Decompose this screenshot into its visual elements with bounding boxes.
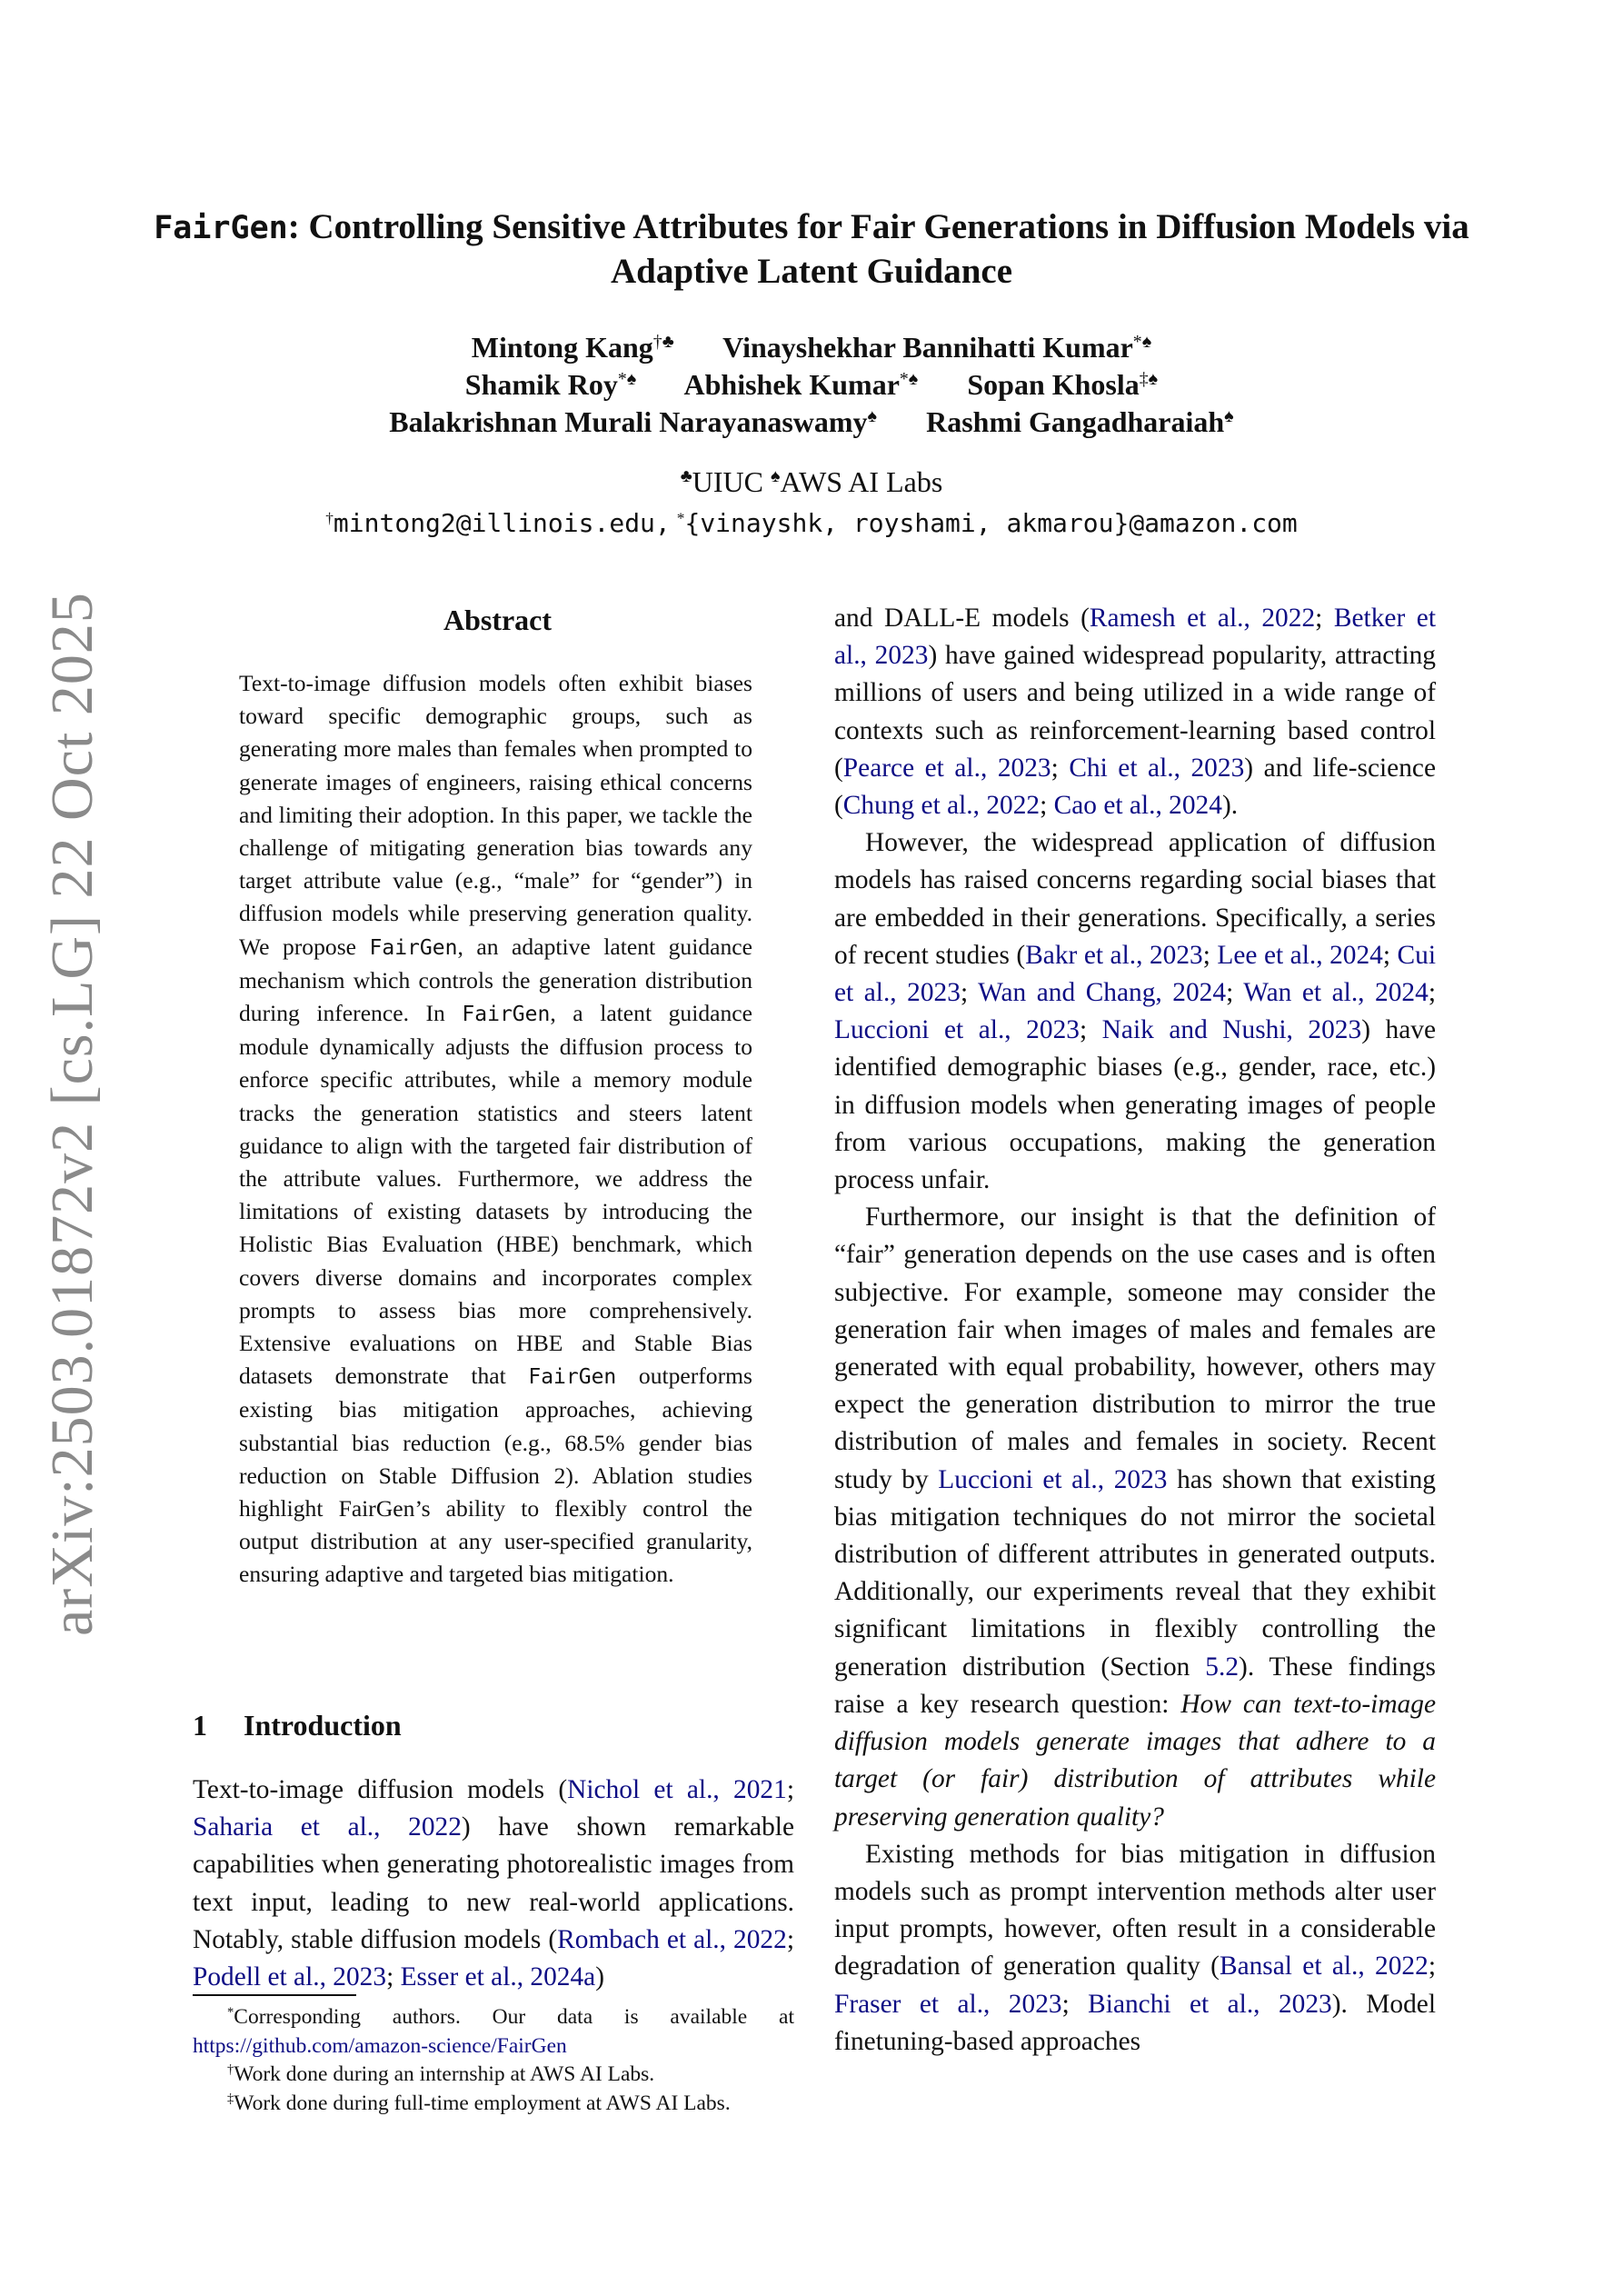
author-name: Balakrishnan Murali Narayanaswamy [389, 405, 868, 438]
title-text: : Controlling Sensitive Attributes for Fair Generations in Diffusion Models via Adaptive Latent Guidance [287, 207, 1469, 291]
right-column [834, 600, 1436, 2061]
body-text: ; [1079, 1015, 1102, 1045]
body-text: Text-to-image diffusion models ( [193, 1775, 568, 1804]
title-system-name: FairGen [154, 210, 288, 246]
citation-link[interactable]: Wan and Chang, 2024 [978, 978, 1227, 1008]
affiliations [136, 464, 1487, 500]
citation-link[interactable]: Betker et al., 2023 [834, 604, 1436, 671]
author-name: Shamik Roy [464, 368, 618, 401]
author-marks: *♠ [899, 369, 919, 390]
footnote-text: Work done during full-time employment at AWS AI Labs. [234, 2091, 731, 2115]
author-name: Sopan Khosla [967, 368, 1140, 401]
body-text: ; [1382, 940, 1398, 970]
author-marks: *♠ [1132, 332, 1152, 353]
author-row [136, 329, 1487, 366]
footnote [193, 2003, 794, 2061]
paragraph [834, 600, 1436, 824]
affiliation-name: AWS AI Labs [780, 465, 943, 498]
body-text: ). Model finetuning-based approaches [834, 1989, 1437, 2056]
body-text: has shown that existing bias mitigation techniques do not mirror the societal distribution of different attributes in generated outputs. Additionally, our experiments reveal that they exhibit significant limitations in flexibly controlling the generation distribution (Section [834, 1464, 1436, 1682]
body-text: ). [1221, 791, 1239, 821]
author-list [136, 329, 1487, 441]
system-name: FairGen [528, 1365, 617, 1390]
citation-link[interactable]: Bianchi et al., 2023 [1088, 1989, 1332, 2019]
footnote [193, 2061, 794, 2090]
author-row [136, 404, 1487, 441]
footnote [193, 2090, 794, 2119]
body-text: ; [960, 978, 979, 1008]
author-marks: ‡♠ [1139, 369, 1159, 390]
system-name: FairGen [462, 1003, 551, 1027]
body-text: ; [1040, 791, 1054, 821]
citation-link[interactable]: Naik and Nushi, 2023 [1101, 1015, 1362, 1045]
author-marks: ♠ [867, 406, 878, 427]
body-text: Furthermore, our insight is that the definition of “fair” generation depends on the use cases and is often subjective. For example, someone may consider the generation fair when images of males and females are generated with equal probability, however, others may expect the generation distribution to mirror the true distribution of males and females in society. Recent study by [834, 1203, 1436, 1494]
author-name: Rashmi Gangadharaiah [926, 405, 1225, 438]
email-address[interactable]: {vinayshk, royshami, akmarou}@amazon.com [684, 508, 1298, 538]
section-title: Introduction [244, 1709, 402, 1742]
section-number: 1 [193, 1709, 207, 1742]
citation-link[interactable]: Ramesh et al., 2022 [1089, 604, 1316, 633]
citation-link[interactable]: Rombach et al., 2022 [557, 1924, 787, 1954]
footnote-mark: * [227, 2005, 234, 2020]
citation-link[interactable]: Nichol et al., 2021 [567, 1775, 787, 1804]
spade-icon: ♠ [770, 466, 781, 487]
citation-link[interactable]: Cui et al., 2023 [834, 940, 1437, 1008]
author-emails [136, 505, 1487, 543]
body-text: ; [786, 1775, 794, 1804]
abstract-body [239, 667, 752, 1592]
research-question: How can text-to-image diffusion models generate images that adhere to a target (or fair) distribution of attributes while preserving generation quality? [834, 1689, 1436, 1832]
citation-link[interactable]: Luccioni et al., 2023 [834, 1015, 1080, 1045]
abstract-text: , an adaptive latent guidance mechanism which controls the generation distribution during inference. In [239, 933, 752, 1027]
body-text: ; [786, 1924, 794, 1954]
citation-link[interactable]: Luccioni et al., 2023 [938, 1464, 1168, 1494]
citation-link[interactable]: Pearce et al., 2023 [842, 753, 1051, 783]
author-name: Vinayshekhar Bannihatti Kumar [722, 331, 1133, 364]
paragraph [834, 1836, 1436, 2061]
footnotes [193, 2003, 794, 2118]
citation-link[interactable]: Chi et al., 2023 [1069, 753, 1245, 783]
citation-link[interactable]: Saharia et al., 2022 [193, 1812, 462, 1842]
body-text: ; [1428, 978, 1436, 1008]
author-marks: ♠ [1224, 406, 1234, 427]
body-text: ; [1202, 940, 1218, 970]
paragraph [834, 824, 1436, 1199]
abstract-heading: Abstract [443, 604, 553, 636]
citation-link[interactable]: Chung et al., 2022 [842, 791, 1041, 821]
email-address[interactable]: mintong2@illinois.edu, [333, 508, 671, 538]
body-text: ). These findings raise a key research question: [834, 1652, 1436, 1719]
body-text: ; [1226, 978, 1244, 1008]
author-name: Mintong Kang [471, 331, 653, 364]
body-text: ) have shown remarkable capabilities when generating photorealistic images from text input, leading to new real-world applications. Notably, stable diffusion models ( [193, 1812, 794, 1954]
citation-link[interactable]: Podell et al., 2023 [193, 1962, 387, 1992]
abstract-text: outperforms existing bias mitigation approaches, achieving substantial bias reduction (e.g., 68.5% gender bias reduction on Stable Diffusion 2). Ablation studies highlight FairGen’s ability to flexibly control the output distribution at any user-specified granularity, ensuring adaptive and targeted bias mitigation. [239, 1363, 752, 1588]
abstract-text: Text-to-image diffusion models often exhibit biases toward specific demographic groups, such as generating more males than females when prompted to generate images of engineers, raising ethical concerns and limiting their adoption. In this paper, we tackle the challenge of mitigating generation bias towards any target attribute value (e.g., “male” for “gender”) in diffusion models while preserving generation quality. We propose [239, 670, 752, 960]
dagger-mark: † [325, 509, 334, 527]
body-text: ) have gained widespread popularity, attracting millions of users and being utilized in a wide range of contexts such as reinforcement-learning based control ( [834, 641, 1436, 783]
paragraph [834, 1199, 1436, 1835]
body-text: Existing methods for bias mitigation in diffusion models such as prompt intervention methods alter user input prompts, however, often result in a considerable degradation of generation quality ( [834, 1839, 1436, 1982]
author-row [136, 366, 1487, 404]
abstract-text: , a latent guidance module dynamically adjusts the diffusion process to enforce specific attributes, while a memory module tracks the generation statistics and steers latent guidance to align with the targeted fair distribution of the attribute values. Furthermore, we address the limitations of existing datasets by introducing the Holistic Bias Evaluation (HBE) benchmark, which covers diverse domains and incorporates complex prompts to assess bias more comprehensively. Extensive evaluations on HBE and Stable Bias datasets demonstrate that [239, 1000, 752, 1390]
paper-title [136, 205, 1487, 294]
body-text: However, the widespread application of diffusion models has raised concerns regarding social biases that are embedded in their generations. Specifically, a series of recent studies ( [834, 828, 1436, 970]
author-marks: †♣ [652, 332, 674, 353]
section-reference-link[interactable]: 5.2 [1205, 1652, 1240, 1682]
citation-link[interactable]: Lee et al., 2024 [1217, 940, 1383, 970]
body-text: ; [386, 1962, 401, 1992]
footnote-divider [193, 1994, 356, 1996]
author-name: Abhishek Kumar [683, 368, 900, 401]
arxiv-identifier: arXiv:2503.01872v2 [cs.LG] 22 Oct 2025 [39, 592, 105, 1636]
affiliation-name: UIUC [692, 465, 763, 498]
section-heading-introduction [193, 1709, 402, 1742]
asterisk-mark: * [676, 509, 685, 527]
body-text: ; [1061, 1989, 1089, 2019]
body-text: and DALL-E models ( [834, 604, 1090, 633]
citation-link[interactable]: Bansal et al., 2022 [1219, 1952, 1429, 1982]
system-name: FairGen [369, 935, 458, 960]
citation-link[interactable]: Wan et al., 2024 [1243, 978, 1429, 1008]
club-icon: ♣ [680, 466, 692, 487]
body-text: ) and life-science ( [834, 753, 1436, 821]
body-text: ; [1315, 604, 1334, 633]
footnote-text: Work done during an internship at AWS AI Labs. [234, 2062, 655, 2086]
introduction-paragraph [193, 1772, 794, 1996]
citation-link[interactable]: Bakr et al., 2023 [1025, 940, 1203, 970]
github-link[interactable]: https://github.com/amazon-science/FairGen [193, 2033, 567, 2058]
citation-link[interactable]: Esser et al., 2024a [400, 1962, 596, 1992]
body-text: ; [1428, 1952, 1436, 1982]
body-text: ) [595, 1962, 605, 1992]
body-text: ; [1050, 753, 1070, 783]
body-text: ) have identified demographic biases (e.g., gender, race, etc.) in diffusion models when generating images of people from various occupations, making the generation process unfair. [834, 1015, 1436, 1195]
footnote-mark: † [227, 2062, 234, 2077]
footnote-mark: ‡ [227, 2091, 234, 2106]
citation-link[interactable]: Fraser et al., 2023 [834, 1989, 1062, 2019]
footnote-text: Corresponding authors. Our data is available at [234, 2005, 794, 2029]
author-marks: *♠ [617, 369, 637, 390]
citation-link[interactable]: Cao et al., 2024 [1053, 791, 1222, 821]
